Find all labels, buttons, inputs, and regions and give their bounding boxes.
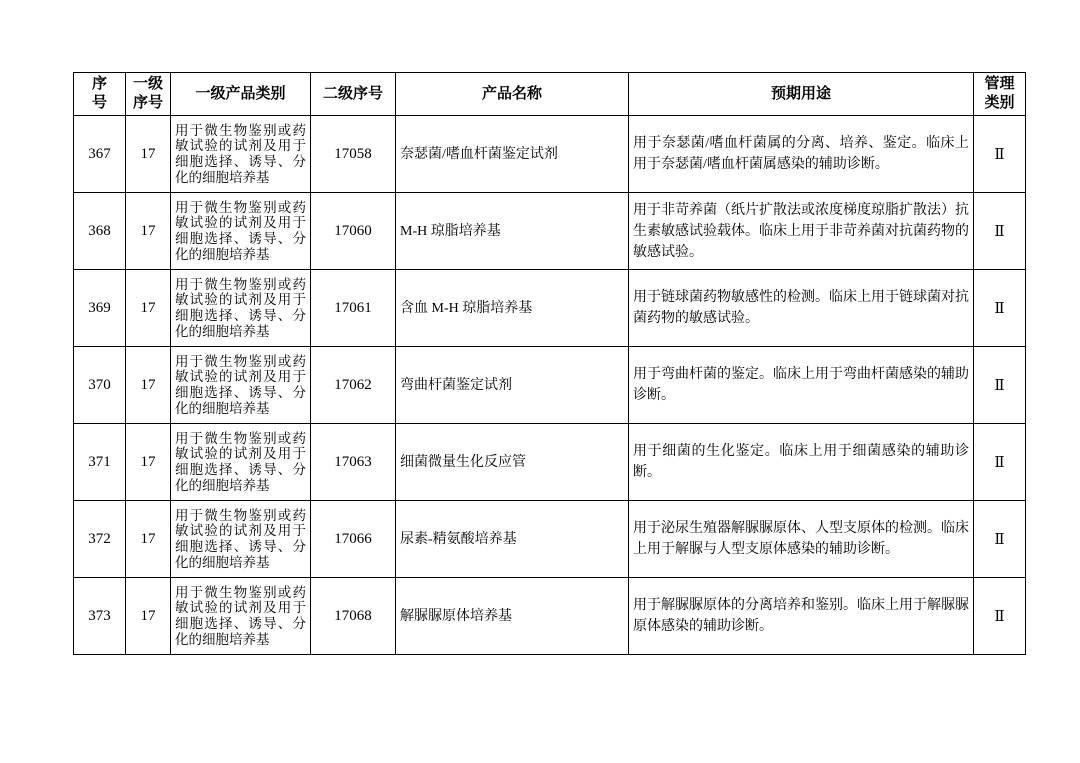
table-row: [74, 116, 1026, 193]
cell-product-name: 奈瑟菌/嗜血杆菌鉴定试剂: [396, 116, 629, 193]
col-header-product-name: 产品名称: [396, 73, 629, 116]
cell-management-class: Ⅱ: [974, 501, 1026, 578]
cell-level2-serial: 17066: [311, 501, 396, 578]
table-row: [74, 347, 1026, 424]
cell-management-class: Ⅱ: [974, 270, 1026, 347]
table-row: [74, 578, 1026, 655]
cell-serial: 372: [74, 501, 126, 578]
cell-serial: 367: [74, 116, 126, 193]
cell-product-name: M-H 琼脂培养基: [396, 193, 629, 270]
cell-intended-use: 用于奈瑟菌/嗜血杆菌属的分离、培养、鉴定。临床上用于奈瑟菌/嗜血杆菌属感染的辅助诊断。: [629, 116, 974, 193]
cell-level2-serial: 17063: [311, 424, 396, 501]
cell-management-class: Ⅱ: [974, 424, 1026, 501]
col-header-level1-category: 一级产品类别: [171, 73, 311, 116]
cell-level2-serial: 17058: [311, 116, 396, 193]
table-row: [74, 270, 1026, 347]
cell-serial: 368: [74, 193, 126, 270]
col-header-management-class: [974, 73, 1026, 116]
col-header-level1-serial-label: 一级序号: [132, 76, 163, 111]
cell-serial: 371: [74, 424, 126, 501]
cell-product-name: 解脲脲原体培养基: [396, 578, 629, 655]
col-header-level2-serial: 二级序号: [311, 73, 396, 116]
cell-level1-serial: 17: [126, 347, 171, 424]
cell-level2-serial: 17068: [311, 578, 396, 655]
cell-management-class: Ⅱ: [974, 347, 1026, 424]
cell-serial: 370: [74, 347, 126, 424]
cell-serial: 369: [74, 270, 126, 347]
col-header-intended-use: 预期用途: [629, 73, 974, 116]
col-header-management-class-label: 管理类别: [984, 76, 1015, 111]
cell-level2-serial: 17062: [311, 347, 396, 424]
cell-management-class: Ⅱ: [974, 193, 1026, 270]
cell-intended-use: 用于泌尿生殖器解脲脲原体、人型支原体的检测。临床上用于解脲与人型支原体感染的辅助诊断。: [629, 501, 974, 578]
cell-intended-use: 用于弯曲杆菌的鉴定。临床上用于弯曲杆菌感染的辅助诊断。: [629, 347, 974, 424]
cell-intended-use: 用于细菌的生化鉴定。临床上用于细菌感染的辅助诊断。: [629, 424, 974, 501]
cell-level1-serial: 17: [126, 193, 171, 270]
cell-level1-category: 用于微生物鉴别或药敏试验的试剂及用于细胞选择、诱导、分化的细胞培养基: [171, 193, 311, 270]
table-row: [74, 424, 1026, 501]
cell-level1-category: 用于微生物鉴别或药敏试验的试剂及用于细胞选择、诱导、分化的细胞培养基: [171, 424, 311, 501]
cell-product-name: 含血 M-H 琼脂培养基: [396, 270, 629, 347]
cell-level2-serial: 17061: [311, 270, 396, 347]
table-row: [74, 501, 1026, 578]
cell-level1-category: 用于微生物鉴别或药敏试验的试剂及用于细胞选择、诱导、分化的细胞培养基: [171, 501, 311, 578]
cell-level1-serial: 17: [126, 578, 171, 655]
header-row: [74, 73, 1026, 116]
table-row: [74, 193, 1026, 270]
cell-level1-category: 用于微生物鉴别或药敏试验的试剂及用于细胞选择、诱导、分化的细胞培养基: [171, 270, 311, 347]
cell-level1-serial: 17: [126, 116, 171, 193]
cell-level1-category: 用于微生物鉴别或药敏试验的试剂及用于细胞选择、诱导、分化的细胞培养基: [171, 578, 311, 655]
cell-level1-category: 用于微生物鉴别或药敏试验的试剂及用于细胞选择、诱导、分化的细胞培养基: [171, 116, 311, 193]
cell-level1-category: 用于微生物鉴别或药敏试验的试剂及用于细胞选择、诱导、分化的细胞培养基: [171, 347, 311, 424]
cell-level2-serial: 17060: [311, 193, 396, 270]
col-header-level1-serial: [126, 73, 171, 116]
cell-management-class: Ⅱ: [974, 116, 1026, 193]
cell-intended-use: 用于链球菌药物敏感性的检测。临床上用于链球菌对抗菌药物的敏感试验。: [629, 270, 974, 347]
cell-management-class: Ⅱ: [974, 578, 1026, 655]
product-classification-table: [73, 72, 1026, 655]
col-header-serial: [74, 73, 126, 116]
cell-intended-use: 用于非苛养菌（纸片扩散法或浓度梯度琼脂扩散法）抗生素敏感试验载体。临床上用于非苛养菌对抗菌药物的敏感试验。: [629, 193, 974, 270]
cell-serial: 373: [74, 578, 126, 655]
cell-product-name: 弯曲杆菌鉴定试剂: [396, 347, 629, 424]
col-header-serial-label: 序号: [91, 76, 107, 111]
cell-product-name: 尿素-精氨酸培养基: [396, 501, 629, 578]
cell-product-name: 细菌微量生化反应管: [396, 424, 629, 501]
cell-level1-serial: 17: [126, 501, 171, 578]
cell-level1-serial: 17: [126, 424, 171, 501]
cell-level1-serial: 17: [126, 270, 171, 347]
cell-intended-use: 用于解脲脲原体的分离培养和鉴别。临床上用于解脲脲原体感染的辅助诊断。: [629, 578, 974, 655]
